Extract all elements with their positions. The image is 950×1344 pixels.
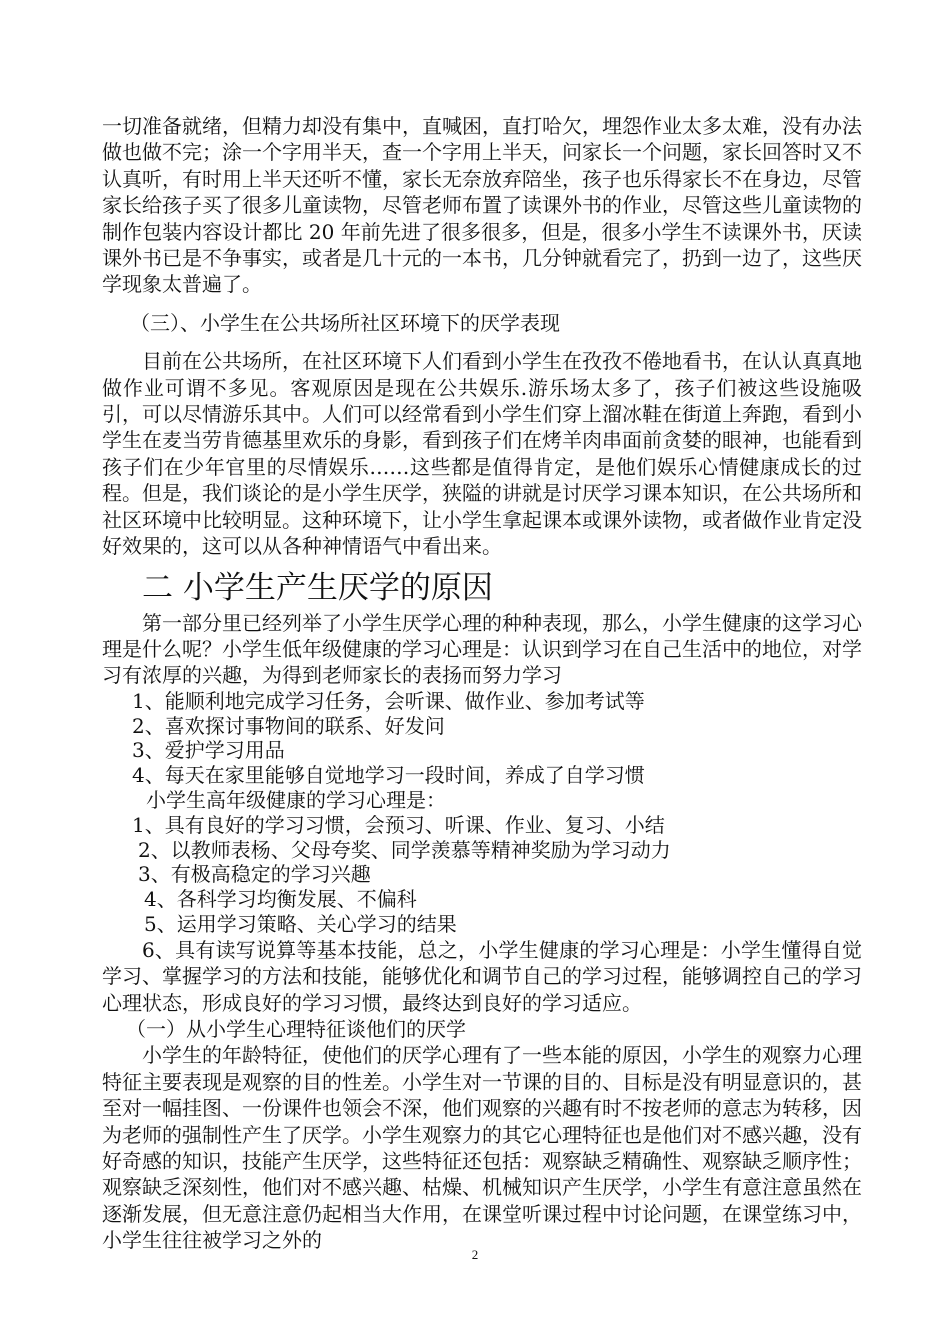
paragraph-public-places: 目前在公共场所，在社区环境下人们看到小学生在孜孜不倦地看书，在认认真真地做作业可谓不多见。客观原因是现在公共娱乐.游乐场太多了，孩子们被这些设施吸引，可以尽情游乐其中。人们可以经常看到小学生们穿上溜冰鞋在街道上奔跑，看到小学生在麦当劳肯德基里欢乐的身影，看到孩子们在烤羊肉串面前贪婪的眼神，也能看到孩子们在少年官里的尽情娱乐……这些都是值得肯定，是他们娱乐心情健康成长的过程。但是，我们谈论的是小学生厌学，狭隘的讲就是讨厌学习课本知识，在公共场所和社区环境中比较明显。这种环境下，让小学生拿起课本或课外读物，或者做作业肯定没好效果的，这可以从各种神情语气中看出来。 xyxy=(102,349,862,559)
paragraph-age-traits: 小学生的年龄特征，使他们的厌学心理有了一些本能的原因，小学生的观察力心理特征主要表现是观察的目的性差。小学生对一节课的目的、目标是没有明显意识的，甚至对一幅挂图、一份课件也领会不深，他们观察的兴趣有时不按老师的意志为转移，因为老师的强制性产生了厌学。小学生观察力的其它心理特征也是他们对不感兴趣，没有好奇感的知识，技能产生厌学，这些特征还包括：观察缺乏精确性、观察缺乏顺序性；观察缺乏深刻性，他们对不感兴趣、枯燥、机械知识产生厌学，小学生有意注意虽然在逐渐发展，但无意注意仍起相当大作用，在课堂听课过程中讨论问题，在课堂练习中，小学生往往被学习之外的 xyxy=(102,1043,862,1253)
list-item: 2、以教师表杨、父母夸奖、同学羡慕等精神奖励为学习动力 xyxy=(138,837,671,862)
page-body xyxy=(102,113,862,1254)
list-item: 1、能顺利地完成学习任务，会听课、做作业、参加考试等 xyxy=(132,688,645,713)
chapter-heading-causes: 二 小学生产生厌学的原因 xyxy=(142,569,493,606)
upper-grade-intro: 小学生高年级健康的学习心理是： xyxy=(146,787,446,812)
list-item: 3、有极高稳定的学习兴趣 xyxy=(138,862,371,887)
section-heading-public-places: （三）、小学生在公共场所社区环境下的厌学表现 xyxy=(130,310,560,335)
list-item: 2、喜欢探讨事物间的联系、好发问 xyxy=(132,713,445,738)
paragraph-study-at-home: 一切准备就绪，但精力却没有集中，直喊困，直打哈欠，埋怨作业太多太难，没有办法做也做不完；涂一个字用半天，查一个字用上半天，问家长一个问题，家长回答时又不认真听，有时用上半天还听不懂，家长无奈放弃陪坐，孩子也乐得家长不在身边，尽管家长给孩子买了很多儿童读物，尽管老师布置了读课外书的作业，尽管这些儿童读物的制作包装内容设计都比 20 年前先进了很多很多，但是，很多小学生不读课外书，厌读课外书已是不争事实，或者是几十元的一本书，几分钟就看完了，扔到一边了，这些厌学现象太普遍了。 xyxy=(102,114,862,297)
section-heading-psychological-traits: （一）从小学生心理特征谈他们的厌学 xyxy=(126,1016,466,1041)
list-item: 5、运用学习策略、关心学习的结果 xyxy=(144,911,457,936)
page-number: 2 xyxy=(471,1247,479,1262)
list-item: 1、具有良好的学习习惯，会预习、听课、作业、复习、小结 xyxy=(132,812,665,837)
lower-grade-list xyxy=(102,689,862,788)
paragraph-summary: 6、具有读写说算等基本技能，总之，小学生健康的学习心理是：小学生懂得自觉学习、掌握学习的方法和技能，能够优化和调节自己的学习过程，能够调控自己的学习心理状态，形成良好的学习习惯，最终达到良好的学习适应。 xyxy=(102,937,862,1015)
paragraph-healthy-psychology: 第一部分里已经列举了小学生厌学心理的种种表现，那么，小学生健康的这学习心理是什么呢？小学生低年级健康的学习心理是：认识到学习在自己生活中的地位，对学习有浓厚的兴趣，为得到老师家长的表扬而努力学习 xyxy=(102,610,862,688)
list-item: 4、每天在家里能够自觉地学习一段时间，养成了自学习惯 xyxy=(132,763,645,788)
list-item: 3、爱护学习用品 xyxy=(132,738,285,763)
list-item: 4、各科学习均衡发展、不偏科 xyxy=(144,887,417,912)
upper-grade-list xyxy=(102,813,862,937)
